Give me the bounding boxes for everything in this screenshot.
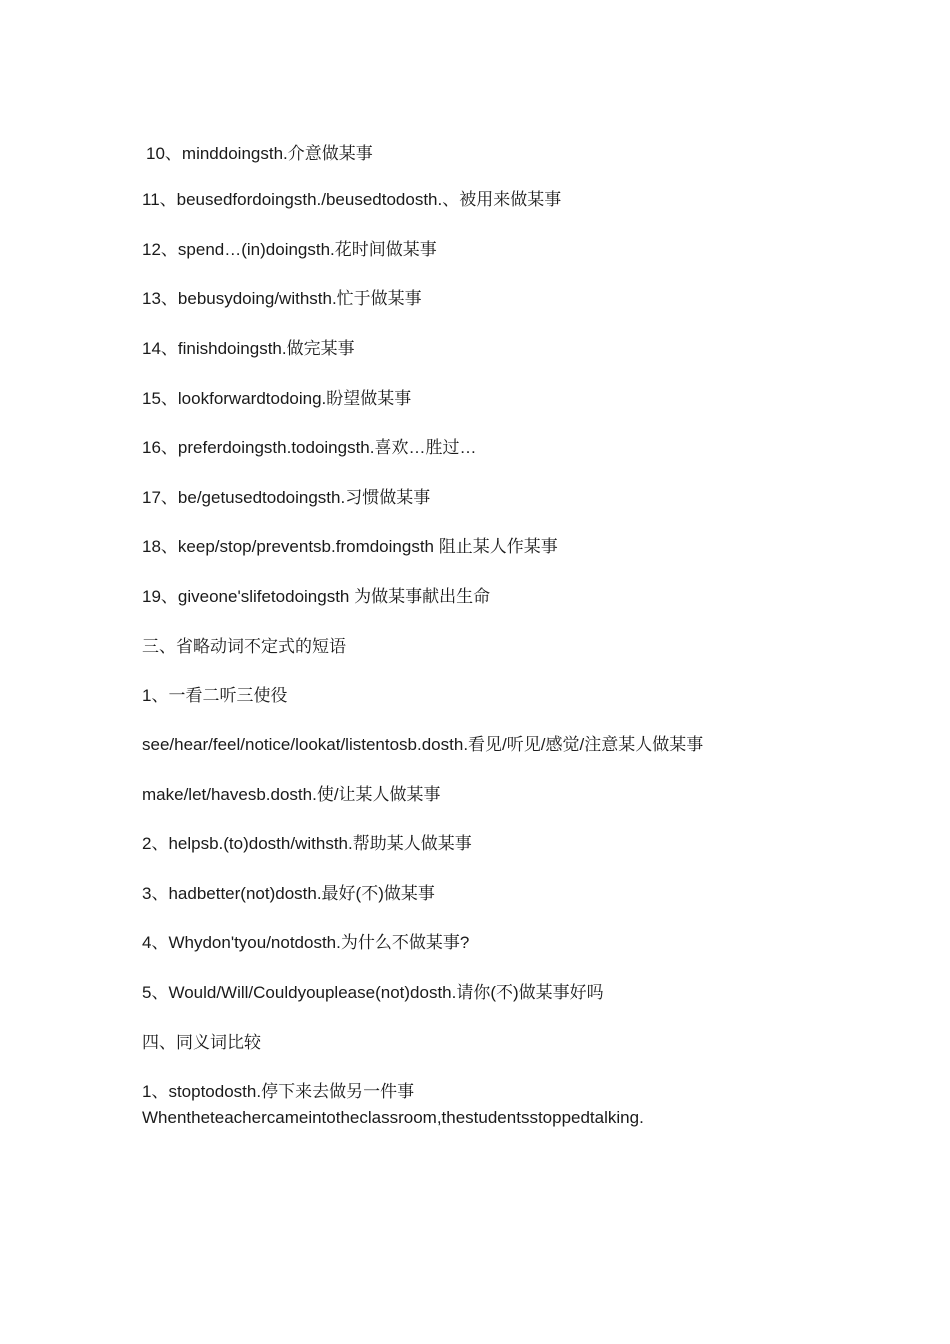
phrase-stop-to-do: 1、stoptodosth.停下来去做另一件事 [142,1082,415,1101]
phrase-had-better: 3、hadbetter(not)dosth.最好(不)做某事 [142,884,435,903]
phrase-would-you: 5、Would/Will/Couldyouplease(not)dosth.请你(不)做某事好吗 [142,983,604,1002]
phrase-14: 14、finishdoingsth.做完某事 [142,339,355,358]
subheading-1: 1、一看二听三使役 [142,686,288,705]
phrase-13: 13、bebusydoing/withsth.忙于做某事 [142,289,422,308]
phrase-help: 2、helpsb.(to)dosth/withsth.帮助某人做某事 [142,834,472,853]
phrase-why-dont: 4、Whydon'tyou/notdosth.为什么不做某事? [142,933,470,952]
phrase-make-let: make/let/havesb.dosth.使/让某人做某事 [142,785,441,804]
phrase-17: 17、be/getusedtodoingsth.习惯做某事 [142,488,431,507]
phrase-see-hear: see/hear/feel/notice/lookat/listentosb.dosth.看见/听见/感觉/注意某人做某事 [142,735,704,754]
phrase-15: 15、lookforwardtodoing.盼望做某事 [142,389,412,408]
phrase-19: 19、giveone'slifetodoingsth 为做某事献出生命 [142,587,491,606]
phrase-11: 11、beusedfordoingsth./beusedtodosth.、被用来做某事 [142,190,562,209]
section-heading-4: 四、同义词比较 [142,1033,261,1052]
phrase-12: 12、spend…(in)doingsth.花时间做某事 [142,240,437,259]
phrase-10: 10、minddoingsth.介意做某事 [146,144,373,163]
phrase-18: 18、keep/stop/preventsb.fromdoingsth 阻止某人作某事 [142,537,558,556]
phrase-16: 16、preferdoingsth.todoingsth.喜欢…胜过… [142,438,477,457]
section-heading-3: 三、省略动词不定式的短语 [142,637,346,656]
example-sentence: Whentheteachercameintotheclassroom,thestudentsstoppedtalking. [142,1108,644,1127]
